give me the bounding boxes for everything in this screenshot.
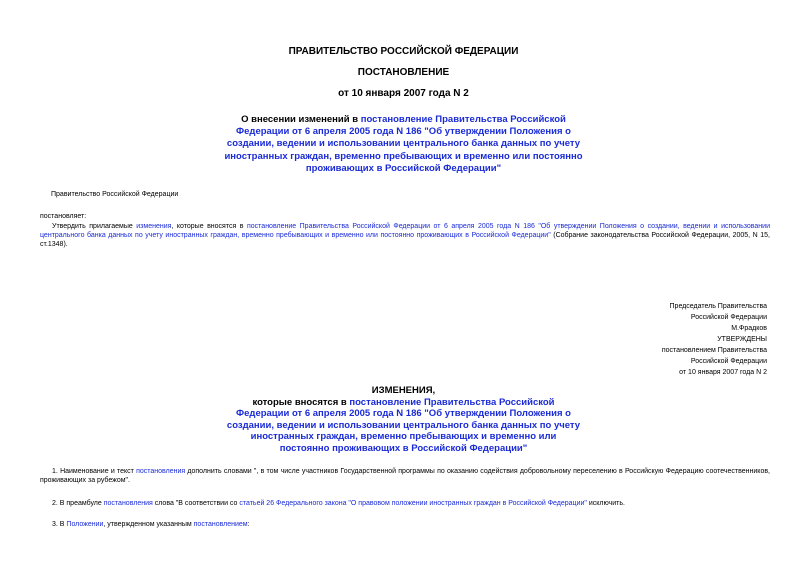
item2-link-decree[interactable]: постановления bbox=[103, 500, 153, 507]
item1-text-b: дополнить словами ", в том числе участников Государственной программы по оказанию содействия добровольному переселению в Российскую Федерацию соотечественников, проживающих за рубежом". bbox=[40, 468, 770, 484]
header-date: от 10 января 2007 года N 2 bbox=[338, 88, 469, 99]
item3-text-a: 3. В bbox=[52, 521, 67, 528]
signature-line: М.Фрадков bbox=[731, 325, 767, 332]
changes-decree-link[interactable]: постановление Правительства Российской Федерации от 6 апреля 2005 года N 186 "Об утверждении Положения о создании, ведении и использовании центрального банка данных по учету иностранных граждан, временно пребывающих и временно или постоянно проживающих в Российской Федерации" bbox=[226, 396, 581, 454]
title-link[interactable]: постановление Правительства Российской Федерации от 6 апреля 2005 года N 186 "Об утверждении Положения о создании, ведении и использовании центрального банка данных по учету иностранных граждан, временно пребывающих и временно или постоянно проживающих в Российской Федерации" bbox=[224, 114, 583, 174]
changes-heading-block bbox=[0, 385, 807, 454]
signature-line: постановлением Правительства bbox=[661, 347, 767, 354]
p1-text-a: Утвердить прилагаемые bbox=[52, 223, 137, 230]
item3-text-b: , утвержденном указанным bbox=[103, 521, 194, 528]
decree-186-link[interactable]: постановление Правительства Российской Федерации от 6 апреля 2005 года N 186 "Об утверждении Положения о создании, ведении и использовании центрального банка данных по учету иностранных граждан, временно пребывающих и временно или постоянно проживающих в Российской Федерации" bbox=[40, 223, 770, 239]
item2-text-a: 2. В преамбуле bbox=[52, 500, 104, 507]
signature-line: Председатель Правительства bbox=[669, 303, 767, 310]
signature-line: УТВЕРЖДЕНЫ bbox=[717, 336, 767, 343]
changes-link[interactable]: изменения bbox=[136, 223, 172, 230]
item3-text-c: : bbox=[247, 521, 250, 528]
signature-line: Российской Федерации bbox=[690, 314, 767, 321]
header-doc-type: ПОСТАНОВЛЕНИЕ bbox=[357, 67, 450, 78]
item2-text-c: исключить. bbox=[586, 500, 625, 507]
document-title bbox=[0, 114, 807, 175]
signature-line: от 10 января 2007 года N 2 bbox=[679, 369, 767, 376]
paragraph-approve bbox=[40, 222, 770, 249]
item1-link[interactable]: постановления bbox=[136, 468, 186, 475]
item2-link-article[interactable]: статьей 26 Федерального закона "О правовом положении иностранных граждан в Российской Федерации" bbox=[239, 500, 587, 507]
signature-block bbox=[662, 301, 767, 378]
item2-text-b: слова "В соответствии со bbox=[152, 500, 240, 507]
item3-link-decree[interactable]: постановлением bbox=[193, 521, 248, 528]
title-prefix: О внесении изменений в bbox=[241, 114, 361, 125]
signature-line: Российской Федерации bbox=[690, 358, 767, 365]
changes-prefix: которые вносятся в bbox=[252, 396, 350, 408]
government-label: Правительство Российской Федерации bbox=[51, 191, 179, 198]
p1-text-c: (Собрание законодательства Российской Федерации, 2005, N 15, ст.1348). bbox=[40, 232, 770, 248]
p1-text-b: , которые вносятся в bbox=[171, 223, 247, 230]
item-1 bbox=[40, 467, 770, 485]
item3-link-regulation[interactable]: Положении bbox=[66, 521, 104, 528]
header-government: ПРАВИТЕЛЬСТВО РОССИЙСКОЙ ФЕДЕРАЦИИ bbox=[288, 46, 519, 57]
item1-text-a: 1. Наименование и текст bbox=[52, 468, 137, 475]
postanovlyaet-label: постановляет: bbox=[40, 213, 87, 220]
item-3 bbox=[52, 520, 772, 529]
changes-heading: ИЗМЕНЕНИЯ, bbox=[371, 385, 436, 396]
item-2 bbox=[52, 499, 772, 508]
